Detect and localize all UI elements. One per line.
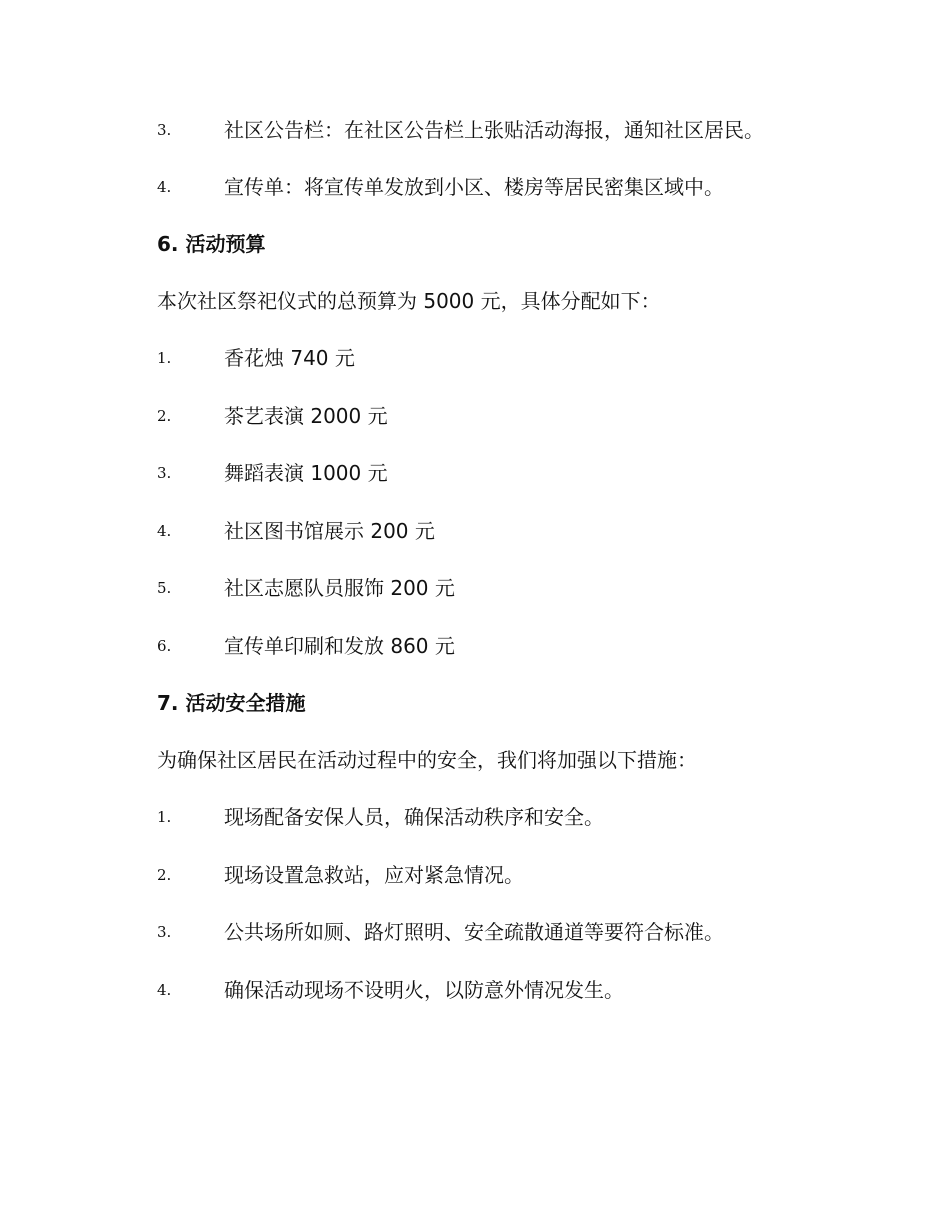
section-intro-safety: 为确保社区居民在活动过程中的安全，我们将加强以下措施： xyxy=(157,748,697,772)
list-item-text: 现场配备安保人员，确保活动秩序和安全。 xyxy=(224,805,604,829)
list-item-text: 社区公告栏：在社区公告栏上张贴活动海报，通知社区居民。 xyxy=(224,118,764,142)
list-item-number: 2. xyxy=(157,866,172,884)
list-item xyxy=(0,855,950,895)
list-item-text: 香花烛 740 元 xyxy=(224,346,355,370)
list-item-text: 茶艺表演 2000 元 xyxy=(224,404,388,428)
section-heading-budget: 6. 活动预算 xyxy=(157,232,266,256)
list-item xyxy=(0,167,950,207)
list-item xyxy=(0,797,950,837)
list-item-number: 1. xyxy=(157,349,172,367)
list-item-number: 1. xyxy=(157,808,172,826)
list-item-number: 6. xyxy=(157,637,172,655)
list-item-number: 3. xyxy=(157,464,172,482)
list-item-number: 4. xyxy=(157,178,172,196)
list-item-number: 2. xyxy=(157,407,172,425)
section-intro-budget: 本次社区祭祀仪式的总预算为 5000 元，具体分配如下： xyxy=(157,289,661,313)
list-item-text: 确保活动现场不设明火，以防意外情况发生。 xyxy=(224,978,624,1002)
list-item-number: 3. xyxy=(157,121,172,139)
list-item xyxy=(0,626,950,666)
list-item xyxy=(0,338,950,378)
list-item-text: 社区志愿队员服饰 200 元 xyxy=(224,576,455,600)
section-heading-safety: 7. 活动安全措施 xyxy=(157,691,306,715)
list-item-text: 宣传单印刷和发放 860 元 xyxy=(224,634,455,658)
list-item-text: 宣传单：将宣传单发放到小区、楼房等居民密集区域中。 xyxy=(224,175,724,199)
list-item xyxy=(0,970,950,1010)
list-item-text: 公共场所如厕、路灯照明、安全疏散通道等要符合标准。 xyxy=(224,920,724,944)
list-item xyxy=(0,568,950,608)
list-item xyxy=(0,511,950,551)
list-item xyxy=(0,396,950,436)
list-item-number: 4. xyxy=(157,522,172,540)
list-item-text: 社区图书馆展示 200 元 xyxy=(224,519,435,543)
list-item-text: 舞蹈表演 1000 元 xyxy=(224,461,388,485)
list-item xyxy=(0,453,950,493)
list-item-number: 5. xyxy=(157,579,172,597)
list-item-number: 3. xyxy=(157,923,172,941)
list-item xyxy=(0,110,950,150)
list-item-number: 4. xyxy=(157,981,172,999)
list-item-text: 现场设置急救站，应对紧急情况。 xyxy=(224,863,524,887)
list-item xyxy=(0,912,950,952)
